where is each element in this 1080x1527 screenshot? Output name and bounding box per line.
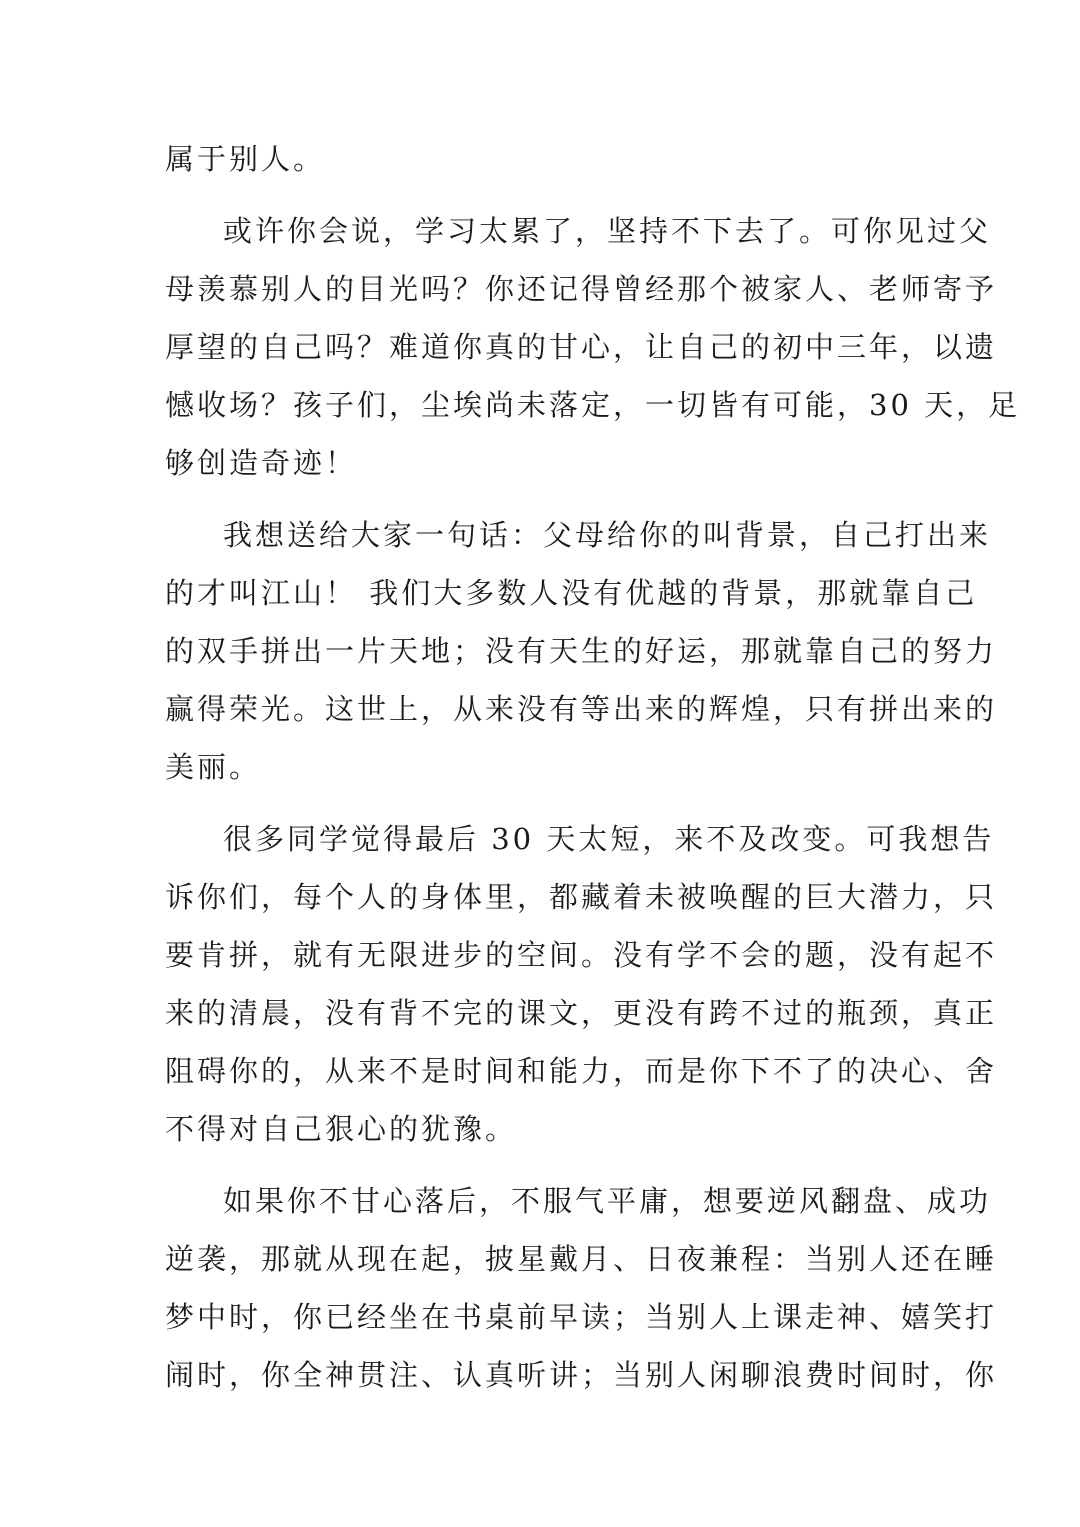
text-line: 或许你会说，学习太累了，坚持不下去了。可你见过父	[223, 214, 992, 248]
paragraph	[165, 130, 917, 188]
text-line: 的双手拼出一片天地；没有天生的好运，那就靠自己的努力	[165, 634, 998, 668]
text-line: 够创造奇迹！	[165, 446, 358, 480]
paragraph	[165, 810, 998, 1158]
text-line: 来的清晨，没有背不完的课文，更没有跨不过的瓶颈，真正	[165, 996, 998, 1030]
text-line: 母羡慕别人的目光吗？你还记得曾经那个被家人、老师寄予	[165, 272, 998, 306]
text-line: 不得对自己狠心的犹豫。	[165, 1112, 518, 1146]
paragraph	[165, 506, 998, 796]
text-line: 很多同学觉得最后 30 天太短，来不及改变。可我想告	[223, 822, 995, 856]
text-line: 我想送给大家一句话：父母给你的叫背景，自己打出来	[223, 518, 992, 552]
text-line: 要肯拼，就有无限进步的空间。没有学不会的题，没有起不	[165, 938, 998, 972]
text-line: 阻碍你的，从来不是时间和能力，而是你下不了的决心、舍	[165, 1054, 998, 1088]
text-line: 诉你们，每个人的身体里，都藏着未被唤醒的巨大潜力，只	[165, 880, 998, 914]
text-line: 如果你不甘心落后，不服气平庸，想要逆风翻盘、成功	[223, 1184, 992, 1218]
text-line: 闹时，你全神贯注、认真听讲；当别人闲聊浪费时间时，你	[165, 1358, 998, 1392]
text-line: 梦中时，你已经坐在书桌前早读；当别人上课走神、嬉笑打	[165, 1300, 998, 1334]
paragraph	[165, 202, 1021, 492]
paragraph	[165, 1172, 998, 1404]
text-line: 厚望的自己吗？难道你真的甘心，让自己的初中三年，以遗	[165, 330, 998, 364]
text-line: 逆袭，那就从现在起，披星戴月、日夜兼程：当别人还在睡	[165, 1242, 998, 1276]
text-line: 赢得荣光。这世上，从来没有等出来的辉煌，只有拼出来的	[165, 692, 998, 726]
document-body	[165, 130, 1021, 1404]
text-line: 憾收场？孩子们，尘埃尚未落定，一切皆有可能，30 天，足	[165, 388, 1021, 422]
text-line: 属于别人。	[165, 142, 326, 176]
text-line: 的才叫江山！ 我们大多数人没有优越的背景，那就靠自己	[165, 576, 978, 610]
text-line: 美丽。	[165, 750, 262, 784]
